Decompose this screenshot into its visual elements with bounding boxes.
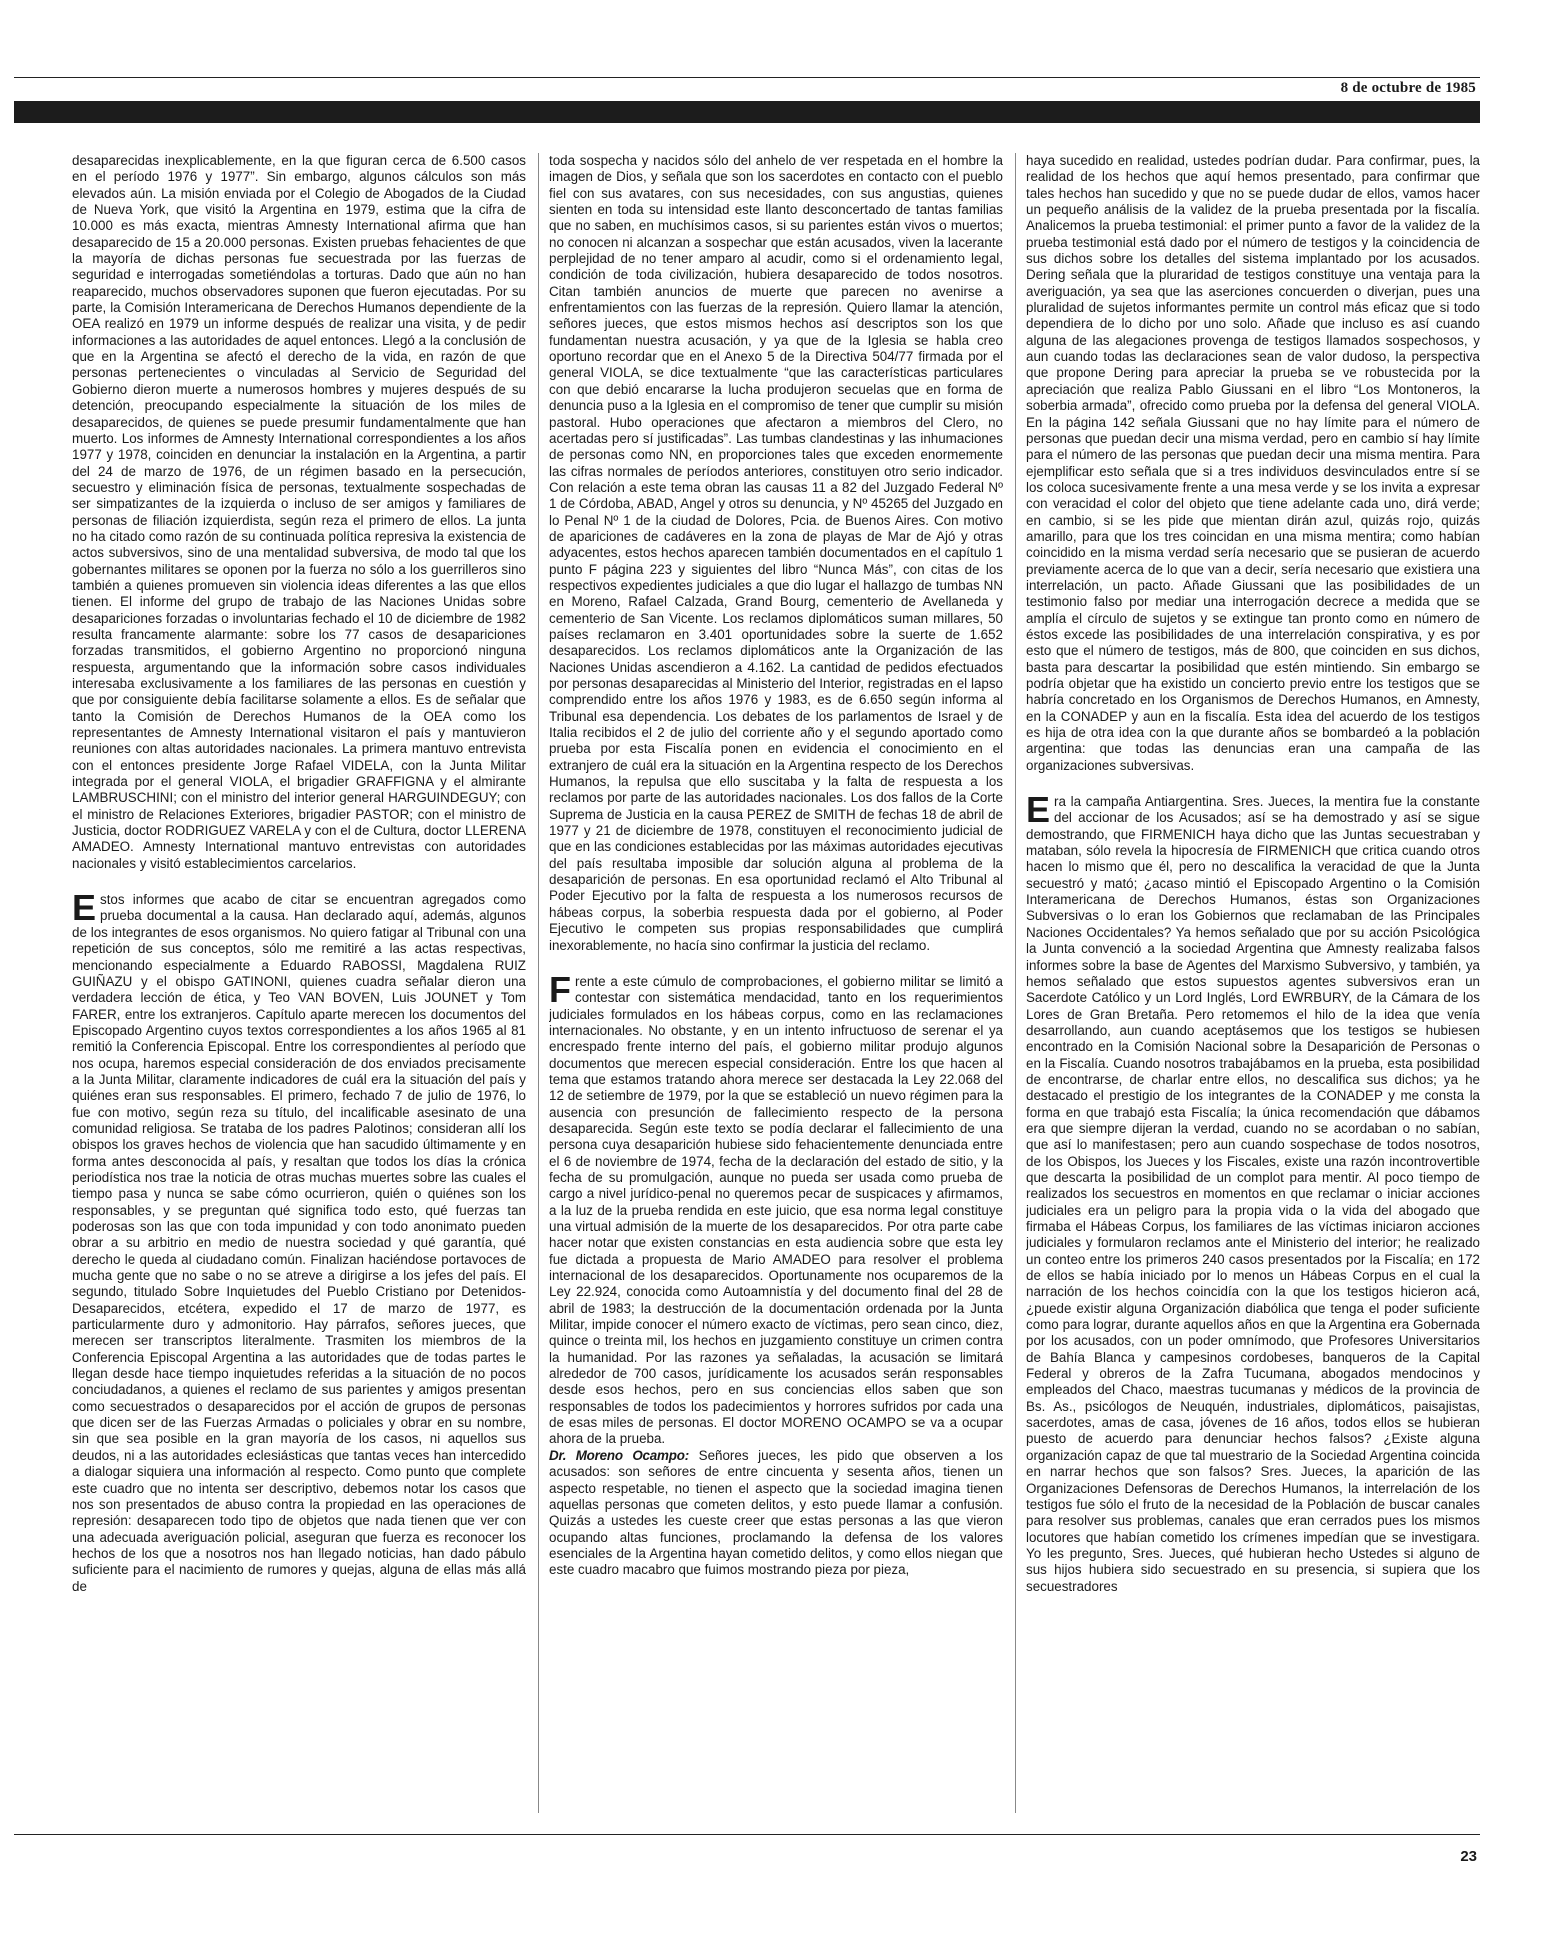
paragraph	[549, 1448, 1003, 1579]
speaker-name: Dr. Moreno Ocampo:	[549, 1447, 689, 1463]
paragraph-text: toda sospecha y nacidos sólo del anhelo de ver respetada en el hombre la imagen de Dios, y señala que son los sacerdotes en contacto con el pueblo fiel con sus avatares, con sus necesidades, con sus angustias, quienes sienten en toda su intensidad este llanto desconcertado de tantas familias que no saben, en muchísimos casos, si su parientes están vivos o muertos; no conocen ni alcanzan a sospechar que están acusados, viven la lacerante perplejidad de no tener amparo al acudir, como si el ordenamiento legal, condición de toda civilización, hubiera desaparecido de todos nosotros. Citan también anuncios de muerte que parecen no avenirse a enfrentamientos con las fuerzas de la represión. Quiero llamar la atención, señores jueces, que estos mismos hechos así descriptos son los que fundamentan nuestra acusación, y ya que de la Iglesia se habla creo oportuno recordar que en el Anexo 5 de la Directiva 504/77 firmada por el general VIOLA, se dice textualmente “que las características particulares con que debió encararse la lucha produjeron secuelas que en forma de denuncia puso a la Iglesia en el compromiso de tener que cumplir su misión pastoral. Hubo operaciones que afectaron a miembros del Clero, no acertadas pero sí justificadas”. Las tumbas clandestinas y las inhumaciones de personas como NN, en proporciones tales que exceden enormemente las cifras normales de períodos anteriores, constituyen otro serio indicador. Con relación a este tema obran las causas 11 a 82 del Juzgado Federal Nº 1 de Córdoba, ABAD, Angel y otros su denuncia, y Nº 45265 del Juzgado en lo Penal Nº 1 de la ciudad de Dolores, Pcia. de Buenos Aires. Con motivo de apariciones de cadáveres en la zona de playas de Mar de Ajó y otras adyacentes, estos hechos aparecen también documentados en el capítulo 1 punto F página 223 y siguientes del libro “Nunca Más”, con citas de los respectivos expedientes judiciales a que dio lugar el hallazgo de tumbas NN en Moreno, Rafael Calzada, Grand Bourg, cementerio de Avellaneda y cementerio de San Vicente. Los reclamos diplomáticos suman millares, 50 países reclamaron en 3.401 oportunidades sobre la suerte de 1.652 desaparecidos. Los reclamos diplomáticos ante la Organización de las Naciones Unidas ascendieron a 4.162. La cantidad de pedidos efectuados por personas desaparecidas al Ministerio del Interior, registradas en el lapso comprendido entre los años 1976 y 1983, es de 6.650 según informa al Tribunal esa dependencia. Los debates de los parlamentos de Israel y de Italia recibidos el 2 de julio del corriente año y el segundo aportado como prueba por esta Fiscalía ponen en evidencia el conocimiento en el extranjero de cuál era la situación en la Argentina respecto de los Derechos Humanos, la repulsa que ello suscitaba y la falta de respuesta a los reclamos por parte de las autoridades nacionales. Los dos fallos de la Corte Suprema de Justicia en la causa PEREZ de SMITH de fechas 18 de abril de 1977 y 21 de diciembre de 1978, constituyen el reconocimiento judicial de que en las condiciones establecidas por las máximas autoridades ejecutivas del país resultaba imposible dar solución alguna al problema de la desaparición de personas. En esa oportunidad reclamó el Alto Tribunal al Poder Ejecutivo por la falta de respuesta a los numerosos recursos de hábeas corpus, la soberbia respuesta dada por el gobierno, al Poder Ejecutivo le competen sus propias responsabilidades que cumplirá inexorablemente, no hacía sino confirmar la justicia del reclamo.	[549, 153, 1003, 953]
paragraph	[72, 887, 526, 1595]
paragraph-text: desaparecidas inexplicablemente, en la que figuran cerca de 6.500 casos en el período 1976 y 1977”. Sin embargo, algunos cálculos son más elevados aún. La misión enviada por el Colegio de Abogados de la Ciudad de Nueva York, que visitó la Argentina en 1979, estima que la cifra de 10.000 es más exacta, mientras Amnesty International afirma que han desaparecido de 15 a 20.000 personas. Existen pruebas fehacientes de que la mayoría de dichas personas fue secuestrada por las fuerzas de seguridad e interrogadas sometiéndolas a torturas. Dado que aún no han reaparecido, muchos observadores suponen que fueron ejecutadas. Por su parte, la Comisión Interamericana de Derechos Humanos dependiente de la OEA realizó en 1979 un informe después de realizar una visita, y de pedir informaciones a las autoridades de aquel entonces. Llegó a la conclusión de que en la Argentina se afectó el derecho de la vida, en razón de que personas pertenecientes o vinculadas al Servicio de Seguridad del Gobierno dieron muerte a numerosos hombres y mujeres después de su detención, preocupando especialmente la situación de los miles de desaparecidos, de quienes se puede presumir fundamentalmente que han muerto. Los informes de Amnesty International correspondientes a los años 1977 y 1978, coinciden en denunciar la instalación en la Argentina, a partir del 24 de marzo de 1976, de un régimen basado en la persecución, secuestro y eliminación física de personas, textualmente sospechadas de ser simpatizantes de la izquierda o incluso de ser amigos y familiares de personas de filiación izquierdista, según reza el primero de ellos. La junta no ha citado como razón de su continuada política represiva la existencia de actos subversivos, sino de una mentalidad subversiva, de modo tal que los gobernantes militares se oponen por la fuerza no sólo a los guerrilleros sino también a quienes promueven sin violencia ideas diferentes a las que ellos tienen. El informe del grupo de trabajo de las Naciones Unidas sobre desapariciones forzadas o involuntarias fechado el 10 de diciembre de 1982 resulta francamente alarmante: sobre los 77 casos de desapariciones forzadas transmitidos, el gobierno Argentino no proporcionó ninguna respuesta, argumentando que la información sobre casos individuales interesaba exclusivamente a los familiares de las personas en cuestión y que por consiguiente debía facilitarse solamente a ellos. Es de señalar que tanto la Comisión de Derechos Humanos de la OEA como los representantes de Amnesty International visitaron el país y mantuvieron reuniones con altas autoridades nacionales. La primera mantuvo entrevista con el entonces presidente Jorge Rafael VIDELA, con la Junta Militar integrada por el general VIOLA, el brigadier GRAFFIGNA y el almirante LAMBRUSCHINI; con el ministro del interior general HARGUINDEGUY; con el ministro de Relaciones Exteriores, brigadier PASTOR; con el ministro de Justicia, doctor RODRIGUEZ VARELA y con el de Cultura, doctor LLERENA AMADEO. Amnesty International mantuvo entrevistas con autoridades nacionales y visitó establecimientos carcelarios.	[72, 153, 526, 871]
page-number: 23	[1460, 1848, 1477, 1865]
paragraph-text: stos informes que acabo de citar se encuentran agregados como prueba documental a la causa. Han declarado aquí, además, algunos de los integrantes de esos organismos. No quiero fatigar al Tribunal con una repetición de sus conceptos, sólo me remitiré a las actas respectivas, mencionando especialmente a Eduardo RABOSSI, Magdalena RUIZ GUIÑAZU y el obispo GATINONI, quienes cuadra señalar dieron una verdadera lección de ética, y Teo VAN BOVEN, Luis JOUNET y Tom FARER, entre los extranjeros. Capítulo aparte merecen los documentos del Episcopado Argentino cuyos textos correspondientes a los años 1965 al 81 remitió la Conferencia Episcopal. Entre los correspondientes al período que nos ocupa, haremos especial consideración de dos enviados precisamente a la Junta Militar, claramente indicadores de cuál era la situación del país y quiénes eran sus responsables. El primero, fechado 7 de julio de 1976, lo fue con motivo, según reza su título, del incalificable asesinato de una comunidad religiosa. Se trataba de los padres Palotinos; consideran allí los obispos los graves hechos de violencia que han sacudido últimamente y en forma antes desconocida al país, y resaltan que todos los días la crónica periodística nos trae la noticia de otras muchas muertes sobre las cuales el tiempo pasa y nunca se sabe cómo ocurrieron, quién o quiénes son los responsables, y se preguntan qué significa todo esto, qué fuerzas tan poderosas son las que con toda impunidad y con todo anonimato pueden obrar a su arbitrio en medio de nuestra sociedad y qué garantía, qué derecho le queda al ciudadano común. Finalizan haciéndose portavoces de mucha gente que no sabe o no se atreve a dirigirse a los jefes del país. El segundo, titulado Sobre Inquietudes del Pueblo Cristiano por Detenidos-Desaparecidos, etcétera, expedido el 17 de marzo de 1977, es particularmente duro y admonitorio. Hay párrafos, señores jueces, que merecen ser transcriptos literalmente. Trasmiten los miembros de la Conferencia Episcopal Argentina a las autoridades que de todas partes le llegan desde hace tiempo inquietudes referidas a la situación de no pocos conciudadanos, a quienes el reclamo de sus parientes y amigos presentan como secuestrados o desaparecidos por el acción de grupos de personas que dicen ser de las Fuerzas Armadas o policiales y obrar en su nombre, sin que sea posible en la gran mayoría de los casos, ni aquellos sus deudos, ni a las autoridades eclesiásticas que tantas veces han intercedido a dialogar siquiera una información al respecto. Como punto que complete este cuadro que no intenta ser descriptivo, debemos notar los casos que nos son presentados de abuso contra la propiedad en las operaciones de represión: desaparecen todo tipo de objetos que nada tienen que ver con una adecuada averiguación policial, aseguran que fuerza es reconocer los hechos de los que a nosotros nos han llegado noticias, han dado pábulo suficiente para el nacimiento de rumores y quejas, alguna de ellas más allá de	[72, 892, 526, 1594]
paragraph	[549, 968, 1003, 1448]
footer-rule	[14, 1834, 1480, 1835]
article-body	[72, 153, 1488, 1813]
column-3	[1026, 153, 1480, 1813]
header-rule	[14, 77, 1480, 78]
issue-date: 8 de octubre de 1985	[1340, 80, 1476, 96]
column-2	[549, 153, 1003, 1813]
paragraph-text: Señores jueces, les pido que observen a los acusados: son señores de entre cincuenta y sesenta años, tienen un aspecto respetable, no tienen el aspecto que la sociedad imagina tienen aquellas personas que cometen delitos, y esto puede llamar a confusión. Quizás a ustedes les cueste creer que estas personas a las que vieron ocupando altas funciones, proclamando la defensa de los valores esenciales de la Argentina hayan cometido delitos, y como ellos niegan que este cuadro macabro que fuimos mostrando pieza por pieza,	[549, 1447, 1003, 1578]
column-1	[72, 153, 526, 1813]
drop-cap: E	[1026, 789, 1051, 831]
header-band	[14, 101, 1480, 123]
paragraph	[72, 153, 526, 872]
paragraph-text: haya sucedido en realidad, ustedes podrían dudar. Para confirmar, pues, la realidad de los hechos que aquí hemos presentado, para confirmar que tales hechos han sucedido y que no se puede dudar de ellos, vamos hacer un pequeño análisis de la validez de la prueba presentada por la fiscalía. Analicemos la prueba testimonial: el primer punto a favor de la validez de la prueba testimonial está dado por el número de testigos y la coincidencia de sus dichos sobre los detalles del sistema implantado por los acusados. Dering señala que la pluraridad de testigos constituye una ventaja para la averiguación, ya sea que las aserciones concuerden o diverjan, pues una pluralidad de sujetos informantes permite un control más eficaz que si todo dependiera de lo dicho por uno solo. Añade que incluso es así cuando alguna de las alegaciones provenga de testigos llamados sospechosos, y aun cuando todas las declaraciones sean de valor dudoso, la perspectiva que propone Dering para apreciar la prueba se ve robustecida por la apreciación que realiza Pablo Giussani en el libro “Los Montoneros, la soberbia armada”, ofrecido como prueba por la defensa del general VIOLA. En la página 142 señala Giussani que no hay límite para el número de personas que puedan decir una misma verdad, pero en cambio sí hay límite para el número de las personas que puedan decir una misma mentira. Para ejemplificar esto señala que si a tres individuos desvinculados entre sí se los coloca sucesivamente frente a una mesa verde y se los invita a expresar con veracidad el color del objeto que tiene adelante cada uno, dirá verde; en cambio, si se les pide que mientan dirán azul, quizás rojo, quizás amarillo, para que los tres coincidan en una misma mentira; como habían coincidido en la misma verdad sería necesario que se pusieran de acuerdo previamente acerca de lo que van a decir, sería necesario que existiera una interrelación, un pacto. Añade Giussani que las posibilidades de un testimonio falso por mediar una interrogación decrece a medida que se amplía el círculo de sujetos y se extingue tan pronto como en número de éstos excede las posibilidades de una interrelación conspirativa, y es por esto que el número de testigos, más de 800, que coinciden en sus dichos, basta para descartar la posibilidad que estén mintiendo. Sin embargo se podría objetar que ha existido un concierto previo entre los testigos que se habría concretado en los Organismos de Derechos Humanos, en Amnesty, en la CONADEP y aun en la fiscalía. Esta idea del acuerdo de los testigos es hija de otra idea con la que durante años se bombardeó a la población argentina: que todas las denuncias eran una campaña de las organizaciones subversivas.	[1026, 153, 1480, 773]
paragraph-text: rente a este cúmulo de comprobaciones, el gobierno militar se limitó a contestar con sistemática mendacidad, tanto en los requerimientos judiciales formulados en los hábeas corpus, como en las reclamaciones internacionales. No obstante, y en un intento infructuoso de serenar el ya encrespado frente interno del país, el gobierno militar produjo algunos documentos que merecen especial consideración. Entre los que hacen al tema que estamos tratando ahora merece ser destacada la Ley 22.068 del 12 de setiembre de 1979, por la que se estableció un nuevo régimen para la ausencia con presunción de fallecimiento respecto de la persona desaparecida. Según este texto se podía declarar el fallecimiento de una persona cuya desaparición hubiese sido fehacientemente denunciada entre el 6 de noviembre de 1974, fecha de la declaración del estado de sitio, y la fecha de su promulgación, aunque no pueda ser usada como prueba de cargo a nivel jurídico-penal no queremos pecar de suspicaces y afirmamos, a la luz de la prueba rendida en este juicio, que esa norma legal constituye una virtual admisión de la muerte de los desaparecidos. Por otra parte cabe hacer notar que existen constancias en esta audiencia sobre que esta ley fue dictada a propuesta de Mario AMADEO para resolver el problema internacional de los desaparecidos. Oportunamente nos ocuparemos de la Ley 22.924, conocida como Autoamnistía y del documento final del 28 de abril de 1983; la destrucción de la documentación ordenada por la Junta Militar, impide conocer el número exacto de víctimas, pero sean cinco, diez, quince o treinta mil, los hechos en juzgamiento constituye un crimen contra la humanidad. Por las razones ya señaladas, la acusación se limitará alrededor de 700 casos, jurídicamente los acusados serán responsables desde esos hechos, pero en sus conciencias ellos saben que son responsables de todos los padecimientos y horrores sufridos por cada una de esas miles de personas. El doctor MORENO OCAMPO se va a ocupar ahora de la prueba.	[549, 973, 1003, 1447]
paragraph	[549, 153, 1003, 954]
drop-cap: E	[72, 887, 97, 929]
drop-cap: F	[549, 968, 571, 1010]
paragraph	[1026, 789, 1480, 1595]
paragraph-text: ra la campaña Antiargentina. Sres. Jueces, la mentira fue la constante del accionar de los Acusados; así se ha demostrado y así se sigue demostrando, que FIRMENICH haya dicho que las Juntas secuestraban y mataban, sólo revela la hipocresía de FIRMENICH que critica cuando otros hacen lo mismo que él, pero no descalifica la veracidad de que la Junta secuestró y mató; ¿acaso mintió el Episcopado Argentino o la Comisión Interamericana de Derechos Humanos, éstas son Organizaciones Subversivas o lo eran los Gobiernos que reclamaban de las Principales Naciones Occidentales? Ya hemos señalado que por su acción Psicológica la Junta convenció a la sociedad Argentina que Amnesty realizaba falsos informes sobre la base de Agentes del Marxismo Subversivo, y también, ya hemos señalado que estos supuestos agentes subversivos eran un Sacerdote Católico y un Lord Inglés, Lord EWRBURY, de la Cámara de los Lores de Gran Bretaña. Pero retomemos el hilo de la idea que venía desarrollando, aun cuando aceptásemos que los testigos se hubiesen encontrado en la Comisión Nacional sobre la Desaparición de Personas o en la Fiscalía. Cuando nosotros trabajábamos en la prueba, esta posibilidad de encontrarse, de charlar entre ellos, no descalifica sus dichos; ya he destacado el prestigio de los integrantes de la CONADEP y me consta la forma en que trabajó esta Fiscalía; la única recomendación que dábamos era que siempre dijeran la verdad, cuando no se acordaban o no sabían, que así lo manifestasen; pero aun cuando sospechase de todos nosotros, de los Obispos, los Jueces y los Fiscales, existe una razón incontrovertible que descarta la posibilidad de un complot para mentir. Al poco tiempo de realizados los secuestros en momentos en que reclamar o iniciar acciones judiciales era un peligro para la propia vida o la vida del abogado que firmaba el Hábeas Corpus, los familiares de las víctimas iniciaron acciones judiciales y formularon reclamos ante el Ministerio del interior; he realizado un conteo entre los primeros 240 casos presentados por la Fiscalía; en 172 de ellos se había iniciado por lo menos un Hábeas Corpus en el cual la narración de los hechos coincidía con la que los testigos hicieron acá, ¿puede existir alguna Organización diabólica que tenga el poder suficiente como para lograr, durante aquellos años en que la Argentina era Gobernada por los acusados, con un poder omnímodo, que Profesores Universitarios de Bahía Blanca y campesinos cordobeses, banqueros de la Capital Federal y obreros de la Zafra Tucumana, abogados mendocinos y empleados del Chaco, maestras tucumanas y médicos de la provincia de Bs. As., psicólogos de Neuquén, industriales, diplomáticos, paisajistas, sacerdotes, amas de casa, jóvenes de 16 años, todos ellos se hubieran puesto de acuerdo para denunciar hechos falsos? ¿Existe alguna organización capaz de que tal muestrario de la Sociedad Argentina coincida en narrar hechos que son falsos? Sres. Jueces, la aparición de las Organizaciones Defensoras de Derechos Humanos, la interrelación de los testigos fue sólo el fruto de la necesidad de la Población de buscar canales para resolver sus problemas, canales que eran cerrados pues los mismos locutores que habían cometido los crímenes impedían que se investigara. Yo les pregunto, Sres. Jueces, qué hubieran hecho Ustedes si alguno de sus hijos hubiera sido secuestrado en su presencia, si supiera que los secuestradores	[1026, 794, 1480, 1594]
paragraph	[1026, 153, 1480, 774]
